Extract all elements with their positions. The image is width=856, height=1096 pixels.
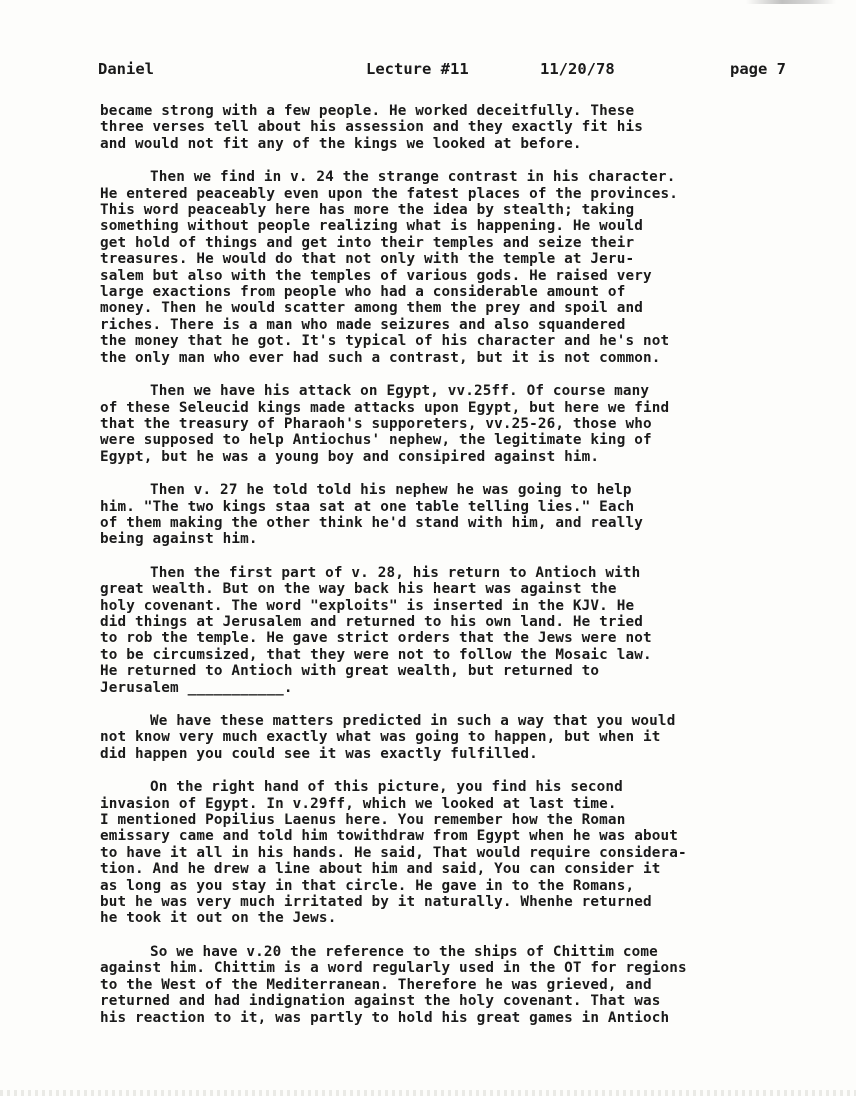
text-line: large exactions from people who had a considerable amount of	[100, 284, 626, 301]
text-line: something without people realizing what is happening. He would	[100, 218, 643, 235]
text-line: On the right hand of this picture, you find his second	[150, 779, 623, 796]
text-line: Then v. 27 he told told his nephew he was going to help	[150, 482, 632, 499]
text-line: to have it all in his hands. He said, That would require considera-	[100, 844, 687, 861]
text-line: He returned to Antioch with great wealth, but returned to	[100, 663, 600, 680]
text-line: three verses tell about his assession and they exactly fit his	[100, 119, 643, 136]
text-line: as long as you stay in that circle. He gave in to the Romans,	[100, 877, 635, 894]
text-line: This word peaceably here has more the idea by stealth; taking	[100, 202, 635, 219]
text-line: salem but also with the temples of various gods. He raised very	[100, 267, 652, 284]
text-line: riches. There is a man who made seizures and also squandered	[100, 316, 626, 333]
text-line: He entered peaceably even upon the fatest places of the provinces.	[100, 185, 678, 202]
text-line: to be circumsized, that they were not to follow the Mosaic law.	[100, 646, 652, 663]
text-line: emissary came and told him towithdraw from Egypt when he was about	[100, 828, 678, 845]
text-line: of them making the other think he'd stand with him, and really	[100, 514, 643, 531]
text-line: that the treasury of Pharaoh's supporeters, vv.25-26, those who	[100, 415, 652, 432]
text-line: to the West of the Mediterranean. Therefore he was grieved, and	[100, 976, 652, 993]
text-line: treasures. He would do that not only with the temple at Jeru-	[100, 251, 635, 268]
text-line: So we have v.20 the reference to the ships of Chittim come	[150, 943, 658, 960]
scan-edge-mark	[746, 0, 836, 4]
text-line: holy covenant. The word "exploits" is inserted in the KJV. He	[100, 597, 635, 614]
text-line: being against him.	[100, 531, 258, 548]
text-line: money. Then he would scatter among them the prey and spoil and	[100, 300, 643, 317]
paragraph	[100, 103, 790, 152]
paragraph	[100, 779, 790, 927]
paragraph	[100, 383, 790, 465]
text-line: him. "The two kings staa sat at one table telling lies." Each	[100, 498, 635, 515]
text-line: We have these matters predicted in such a way that you would	[150, 713, 676, 729]
paragraph	[100, 482, 790, 548]
text-line: his reaction to it, was partly to hold his great games in Antioch	[100, 1009, 670, 1026]
text-line: returned and had indignation against the holy covenant. That was	[100, 993, 661, 1010]
text-line: great wealth. But on the way back his heart was against the	[100, 581, 617, 598]
text-line: the money that he got. It's typical of his character and he's not	[100, 333, 670, 350]
text-line: I mentioned Popilius Laenus here. You remember how the Roman	[100, 812, 626, 829]
text-line: did happen you could see it was exactly fulfilled.	[100, 745, 538, 762]
text-line: did things at Jerusalem and returned to his own land. He tried	[100, 613, 643, 630]
text-line: Then we find in v. 24 the strange contrast in his character.	[150, 169, 676, 186]
text-line: Then the first part of v. 28, his return to Antioch with	[150, 564, 641, 581]
text-line: of these Seleucid kings made attacks upon Egypt, but here we find	[100, 399, 670, 416]
paragraph	[100, 713, 790, 762]
text-line: get hold of things and get into their temples and seize their	[100, 234, 635, 251]
page-header	[98, 60, 798, 80]
text-line: and would not fit any of the kings we looked at before.	[100, 135, 582, 152]
paragraph	[100, 169, 790, 366]
text-line: he took it out on the Jews.	[100, 910, 337, 927]
text-line: Then we have his attack on Egypt, vv.25ff. Of course many	[150, 383, 650, 400]
text-line: not know very much exactly what was going to happen, but when it	[100, 729, 661, 746]
text-line: Egypt, but he was a young boy and consipired against him.	[100, 448, 600, 465]
text-line: became strong with a few people. He worked deceitfully. These	[100, 103, 635, 119]
text-line: were supposed to help Antiochus' nephew, the legitimate king of	[100, 432, 652, 449]
text-line: Jerusalem ___________.	[100, 679, 293, 696]
text-line: tion. And he drew a line about him and said, You can consider it	[100, 861, 661, 878]
paragraph	[100, 565, 790, 696]
text-line: but he was very much irritated by it naturally. Whenhe returned	[100, 894, 652, 911]
header-page-number: page 7	[730, 60, 786, 78]
text-line: to rob the temple. He gave strict orders that the Jews were not	[100, 630, 652, 647]
text-line: against him. Chittim is a word regularly used in the OT for regions	[100, 960, 687, 977]
paragraph	[100, 944, 790, 1026]
text-line: invasion of Egypt. In v.29ff, which we looked at last time.	[100, 795, 617, 812]
header-date: 11/20/78	[540, 60, 615, 78]
lecture-body	[100, 103, 790, 1043]
text-line: the only man who ever had such a contrast, but it is not common.	[100, 349, 661, 366]
scan-bottom-edge	[0, 1090, 856, 1096]
header-book-name: Daniel	[98, 60, 154, 78]
header-lecture-number: Lecture #11	[366, 60, 469, 78]
